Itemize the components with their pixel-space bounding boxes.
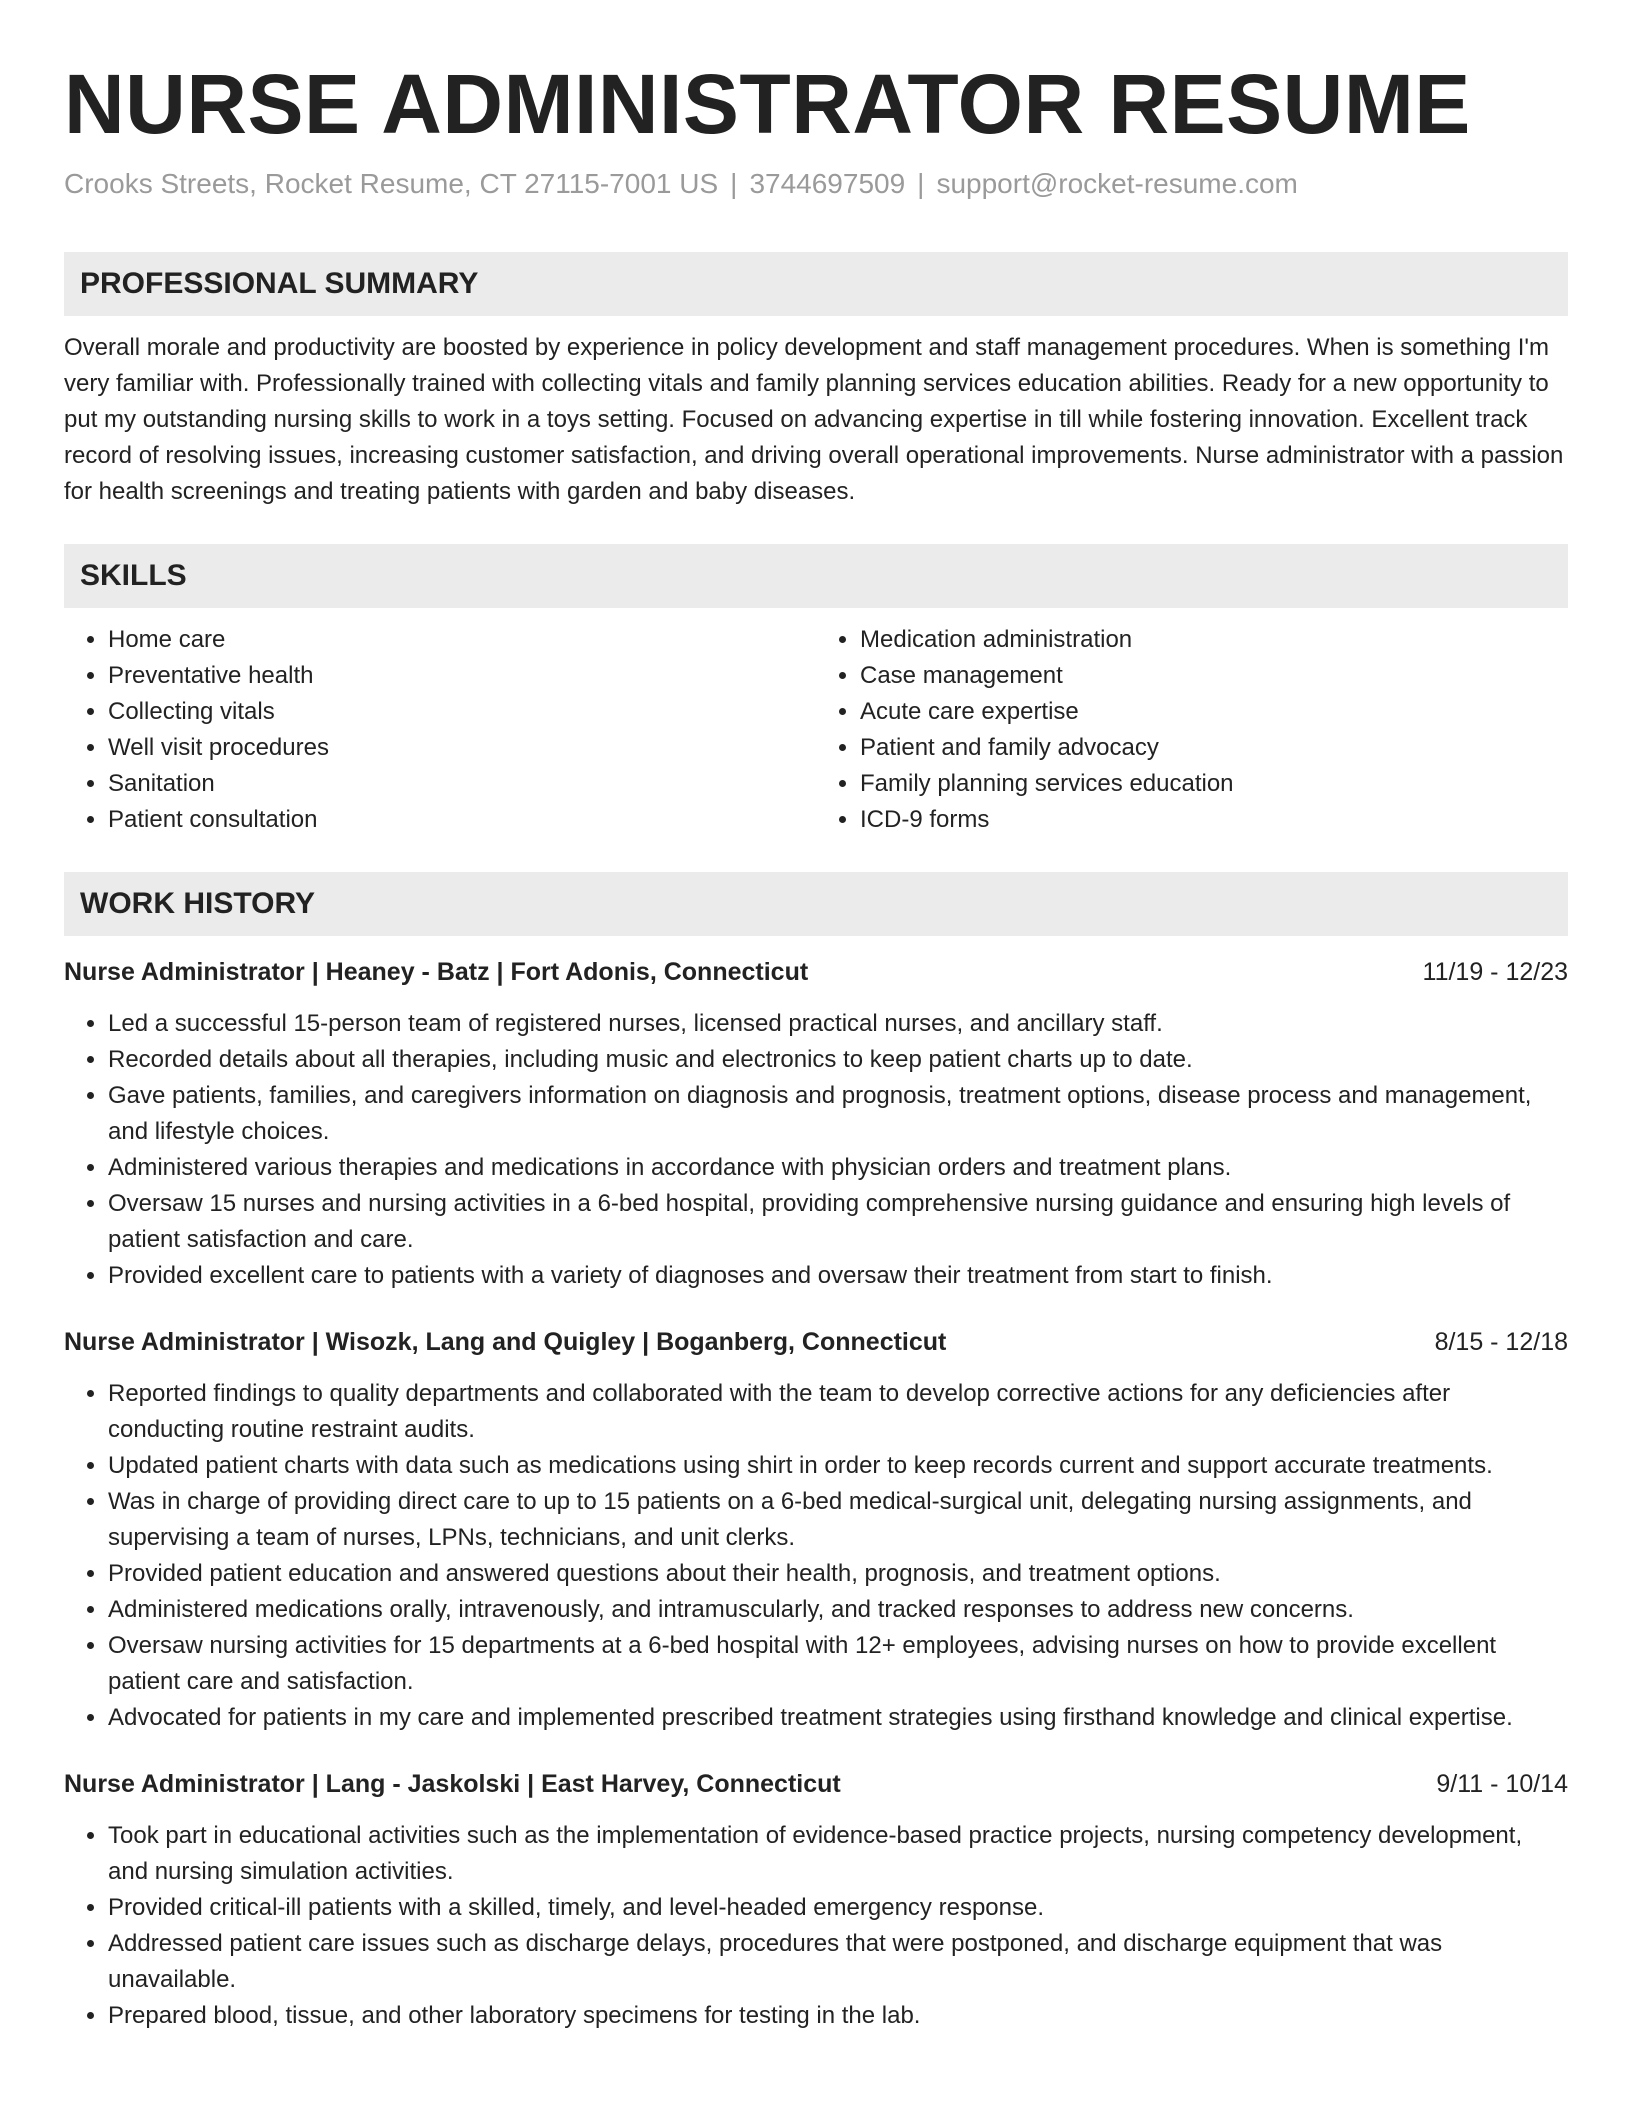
job-bullet: • Was in charge of providing direct care to up to 15 patients on a 6-bed medical-surgical unit, delegating nursing assignments, and supervising a team of nurses, LPNs, technicians, and unit clerks. (108, 1484, 1568, 1556)
job-title: Nurse Administrator | Lang - Jaskolski | East Harvey, Connecticut (64, 1770, 841, 1798)
job-bullet: • Provided patient education and answered questions about their health, prognosis, and treatment options. (108, 1556, 1568, 1592)
job-title: Nurse Administrator | Wisozk, Lang and Quigley | Boganberg, Connecticut (64, 1328, 947, 1356)
job-bullets (64, 1376, 1568, 1736)
job-bullet: • Gave patients, families, and caregivers information on diagnosis and prognosis, treatment options, disease process and management, and lifestyle choices. (108, 1078, 1568, 1150)
job-dates: 8/15 - 12/18 (1434, 1328, 1568, 1356)
job-bullet: • Administered medications orally, intravenously, and intramuscularly, and tracked responses to address new concerns. (108, 1592, 1568, 1628)
job-bullet: • Oversaw nursing activities for 15 departments at a 6-bed hospital with 12+ employees, advising nurses on how to provide excellent patient care and satisfaction. (108, 1628, 1568, 1700)
job-bullet: • Administered various therapies and medications in accordance with physician orders and treatment plans. (108, 1150, 1568, 1186)
job-entry (64, 1766, 1568, 2034)
contact-separator: | (917, 168, 925, 199)
job-header (64, 1766, 1568, 1802)
contact-email: support@rocket-resume.com (936, 168, 1298, 199)
job-dates: 9/11 - 10/14 (1436, 1770, 1568, 1798)
job-entry (64, 1324, 1568, 1736)
section-header-summary: PROFESSIONAL SUMMARY (64, 252, 1568, 316)
job-bullet: • Provided critical-ill patients with a skilled, timely, and level-headed emergency response. (108, 1890, 1568, 1926)
job-bullet: • Recorded details about all therapies, including music and electronics to keep patient charts up to date. (108, 1042, 1568, 1078)
skill-item: • Patient consultation (108, 802, 816, 838)
contact-address: Crooks Streets, Rocket Resume, CT 27115-7001 US (64, 168, 719, 199)
skill-item: • Acute care expertise (860, 694, 1568, 730)
job-entry (64, 954, 1568, 1294)
resume-title: NURSE ADMINISTRATOR RESUME (64, 57, 1471, 151)
job-bullet: • Prepared blood, tissue, and other laboratory specimens for testing in the lab. (108, 1998, 1568, 2034)
job-bullet: • Oversaw 15 nurses and nursing activities in a 6-bed hospital, providing comprehensive nursing guidance and ensuring high levels of patient satisfaction and care. (108, 1186, 1568, 1258)
job-bullet: • Took part in educational activities such as the implementation of evidence-based practice projects, nursing competency development, and nursing simulation activities. (108, 1818, 1568, 1890)
job-header (64, 954, 1568, 990)
skill-item: • Medication administration (860, 622, 1568, 658)
job-bullet: • Reported findings to quality departments and collaborated with the team to develop corrective actions for any deficiencies after conducting routine restraint audits. (108, 1376, 1568, 1448)
contact-phone: 3744697509 (749, 168, 906, 199)
job-bullet: • Provided excellent care to patients with a variety of diagnoses and oversaw their treatment from start to finish. (108, 1258, 1568, 1294)
job-bullet: • Updated patient charts with data such as medications using shirt in order to keep records current and support accurate treatments. (108, 1448, 1568, 1484)
skill-item: • Sanitation (108, 766, 816, 802)
skills-grid (64, 622, 1568, 838)
contact-separator: | (730, 168, 738, 199)
skill-item: • Preventative health (108, 658, 816, 694)
contact-line (64, 166, 1568, 202)
job-bullet: • Addressed patient care issues such as discharge delays, procedures that were postponed, and discharge equipment that was unavailable. (108, 1926, 1568, 1998)
job-bullet: • Advocated for patients in my care and implemented prescribed treatment strategies using firsthand knowledge and clinical expertise. (108, 1700, 1568, 1736)
skill-item: • Case management (860, 658, 1568, 694)
skills-column-right (816, 622, 1568, 838)
summary-text: Overall morale and productivity are boosted by experience in policy development and staff management procedures. When is something I'm very familiar with. Professionally trained with collecting vitals and family planning services education abilities. Ready for a new opportunity to put my outstanding nursing skills to work in a toys setting. Focused on advancing expertise in till while fostering innovation. Excellent track record of resolving issues, increasing customer satisfaction, and driving overall operational improvements. Nurse administrator with a passion for health screenings and treating patients with garden and baby diseases. (64, 334, 1564, 505)
skill-item: • Collecting vitals (108, 694, 816, 730)
skill-item: • ICD-9 forms (860, 802, 1568, 838)
skill-item: • Home care (108, 622, 816, 658)
section-header-skills: SKILLS (64, 544, 1568, 608)
job-bullets (64, 1006, 1568, 1294)
section-header-work-history: WORK HISTORY (64, 872, 1568, 936)
job-dates: 11/19 - 12/23 (1422, 958, 1568, 986)
job-bullets (64, 1818, 1568, 2034)
job-bullet: • Led a successful 15-person team of registered nurses, licensed practical nurses, and ancillary staff. (108, 1006, 1568, 1042)
skills-column-left (64, 622, 816, 838)
job-header (64, 1324, 1568, 1360)
job-title: Nurse Administrator | Heaney - Batz | Fort Adonis, Connecticut (64, 958, 809, 986)
skill-item: • Well visit procedures (108, 730, 816, 766)
skill-item: • Family planning services education (860, 766, 1568, 802)
skill-item: • Patient and family advocacy (860, 730, 1568, 766)
